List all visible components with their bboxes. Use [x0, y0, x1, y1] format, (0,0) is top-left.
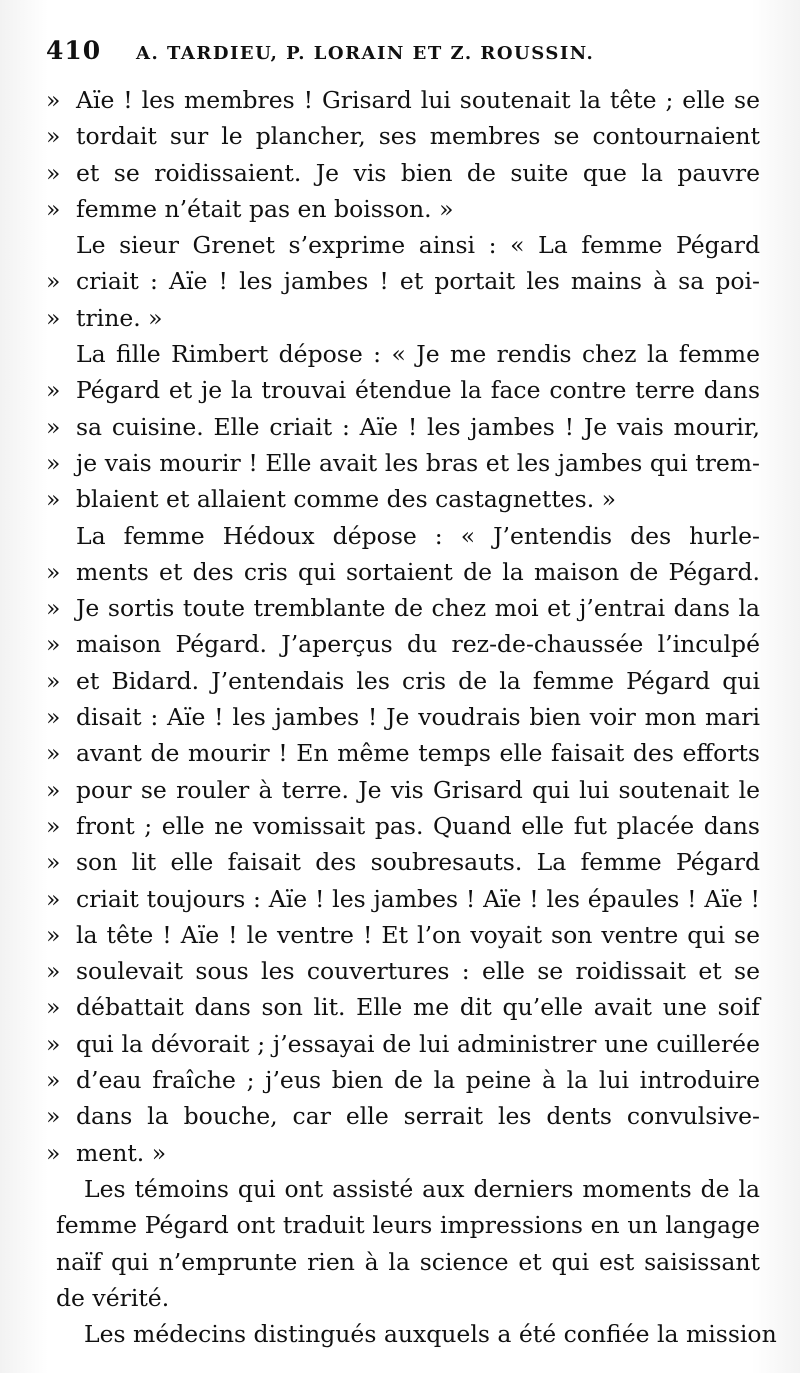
quote-mark: » — [46, 303, 61, 332]
line-text: je vais mourir ! Elle avait les bras et les jambes qui trem- — [76, 448, 760, 477]
text-line — [46, 953, 760, 989]
line-text: maison Pégard. J’aperçus du rez-de-chaussée l’inculpé — [76, 630, 760, 659]
line-text: La fille Rimbert dépose : « Je me rendis chez la femme — [76, 340, 760, 369]
line-text: Le sieur Grenet s’exprime ainsi : « La femme Pégard — [76, 231, 760, 260]
quote-mark: » — [46, 1066, 61, 1095]
line-text: soulevait sous les couvertures : elle se roidissait et se — [76, 957, 760, 986]
line-text: ments et des cris qui sortaient de la maison de Pégard. — [76, 557, 760, 586]
text-line — [46, 989, 760, 1025]
text-line — [46, 917, 760, 953]
line-text: criait : Aïe ! les jambes ! et portait les mains à sa poi- — [76, 267, 760, 296]
line-text: et Bidard. J’entendais les cris de la femme Pégard qui — [76, 666, 760, 695]
quote-mark: » — [46, 811, 61, 840]
quote-mark: » — [46, 993, 61, 1022]
text-line — [46, 844, 760, 880]
text-line — [46, 699, 760, 735]
quote-mark: » — [46, 957, 61, 986]
quote-mark: » — [46, 194, 61, 223]
text-line — [46, 300, 760, 336]
line-text: tordait sur le plancher, ses membres se contournaient — [76, 122, 760, 151]
quote-mark: » — [46, 703, 61, 732]
text-line — [46, 118, 760, 154]
line-text: d’eau fraîche ; j’eus bien de la peine à la lui introduire — [76, 1066, 760, 1095]
quote-mark: » — [46, 122, 61, 151]
page-header — [46, 36, 760, 78]
text-line — [46, 808, 760, 844]
line-text: La femme Hédoux dépose : « J’entendis des hurle- — [76, 521, 760, 550]
text-line — [46, 155, 760, 191]
text-line — [46, 1171, 760, 1207]
quote-mark: » — [46, 376, 61, 405]
line-text: la tête ! Aïe ! le ventre ! Et l’on voyait son ventre qui se — [76, 920, 760, 949]
line-text: Les médecins distingués auxquels a été confiée la mission — [84, 1320, 777, 1349]
line-text: sa cuisine. Elle criait : Aïe ! les jambes ! Je vais mourir, — [76, 412, 760, 441]
quote-mark: » — [46, 594, 61, 623]
text-line — [46, 518, 760, 554]
text-line — [46, 1244, 760, 1280]
quote-mark: » — [46, 267, 61, 296]
text-line — [46, 336, 760, 372]
line-text: Aïe ! les membres ! Grisard lui soutenait la tête ; elle se — [76, 86, 760, 114]
quote-mark: » — [46, 1029, 61, 1058]
line-text: femme Pégard ont traduit leurs impressions en un langage — [56, 1211, 760, 1240]
page-number: 410 — [46, 36, 102, 65]
text-line — [46, 481, 760, 517]
text-line — [46, 372, 760, 408]
text-line — [46, 191, 760, 227]
line-text: femme n’était pas en boisson. » — [76, 194, 454, 223]
text-line — [46, 1098, 760, 1134]
line-text: disait : Aïe ! les jambes ! Je voudrais bien voir mon mari — [76, 703, 760, 732]
text-line — [46, 445, 760, 481]
quote-mark: » — [46, 884, 61, 913]
text-line — [46, 1207, 760, 1243]
text-line — [46, 735, 760, 771]
quote-mark: » — [46, 630, 61, 659]
text-line — [46, 772, 760, 808]
line-text: de vérité. — [56, 1283, 170, 1312]
quote-mark: » — [46, 920, 61, 949]
quote-mark: » — [46, 1102, 61, 1131]
quote-mark: » — [46, 666, 61, 695]
quote-mark: » — [46, 412, 61, 441]
quote-mark: » — [46, 775, 61, 804]
text-line — [46, 1026, 760, 1062]
line-text: et se roidissaient. Je vis bien de suite que la pauvre — [76, 158, 760, 187]
line-text: débattait dans son lit. Elle me dit qu’elle avait une soif — [76, 993, 760, 1022]
quote-mark: » — [46, 448, 61, 477]
page-body — [46, 82, 777, 1352]
quote-mark: » — [46, 739, 61, 768]
running-head: A. TARDIEU, P. LORAIN ET Z. ROUSSIN. — [136, 43, 595, 64]
quote-mark: » — [46, 158, 61, 187]
line-text: Pégard et je la trouvai étendue la face contre terre dans — [76, 376, 760, 405]
quote-mark: » — [46, 848, 61, 877]
line-text: blaient et allaient comme des castagnettes. » — [76, 485, 617, 514]
line-text: trine. » — [76, 303, 163, 332]
line-text: Je sortis toute tremblante de chez moi et j’entrai dans la — [76, 594, 760, 623]
line-text: qui la dévorait ; j’essayai de lui administrer une cuillerée — [76, 1029, 760, 1058]
text-line — [46, 626, 760, 662]
quote-mark: » — [46, 86, 61, 114]
line-text: Les témoins qui ont assisté aux derniers moments de la — [84, 1174, 760, 1203]
quote-mark: » — [46, 1138, 61, 1167]
line-text: avant de mourir ! En même temps elle faisait des efforts — [76, 739, 760, 768]
text-line — [46, 409, 760, 445]
line-text: naïf qui n’emprunte rien à la science et qui est saisissant — [56, 1247, 760, 1276]
quote-mark: » — [46, 485, 61, 514]
text-line — [46, 1316, 777, 1352]
text-line — [46, 590, 760, 626]
text-line — [46, 663, 760, 699]
line-text: pour se rouler à terre. Je vis Grisard qui lui soutenait le — [76, 775, 760, 804]
line-text: ment. » — [76, 1138, 167, 1167]
line-text: dans la bouche, car elle serrait les dents convulsive- — [76, 1102, 760, 1131]
text-line — [46, 554, 760, 590]
text-line — [46, 881, 760, 917]
text-line — [46, 82, 760, 118]
text-line — [46, 1280, 760, 1316]
text-line — [46, 227, 760, 263]
line-text: front ; elle ne vomissait pas. Quand elle fut placée dans — [76, 811, 760, 840]
text-line — [46, 263, 760, 299]
text-line — [46, 1135, 760, 1171]
quote-mark: » — [46, 557, 61, 586]
text-line — [46, 1062, 760, 1098]
line-text: criait toujours : Aïe ! les jambes ! Aïe ! les épaules ! Aïe ! — [76, 884, 760, 913]
line-text: son lit elle faisait des soubresauts. La femme Pégard — [76, 848, 760, 877]
